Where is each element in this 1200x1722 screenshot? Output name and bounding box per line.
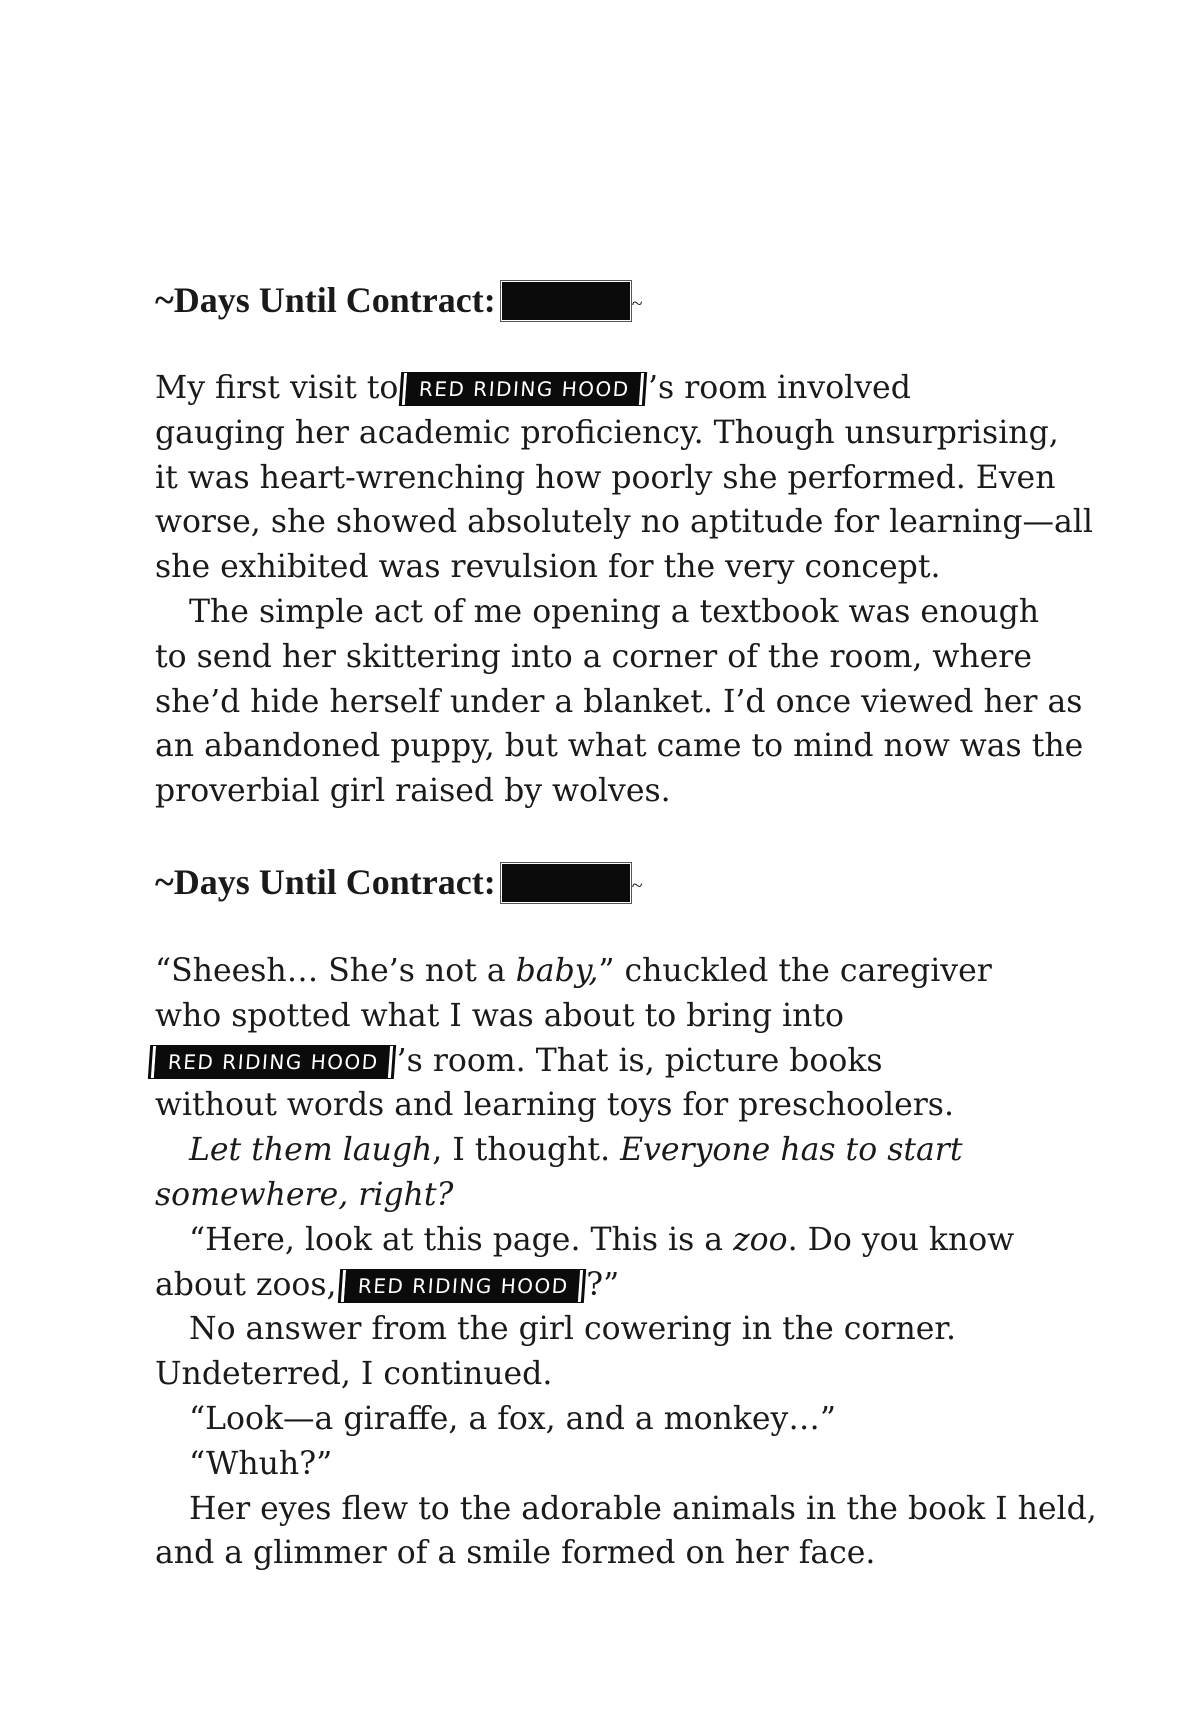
text-line: she’d hide herself under a blanket. I’d once viewed her as [155,683,1083,720]
text-line: without words and learning toys for preschoolers. [155,1087,954,1124]
emphasis-text: somewhere, right? [155,1176,454,1213]
text-line: to send her skittering into a corner of the room, where [155,638,1032,675]
emphasis-text: baby, [515,953,599,989]
redaction-bar [502,864,630,902]
text-span: My first visit to [155,370,399,406]
text-line: Her eyes flew to the adorable animals in the book I held, [189,1490,1097,1527]
text-line: proverbial girl raised by wolves. [155,773,671,810]
text-line: The simple act of me opening a textbook was enough [189,593,1040,630]
text-line: and a glimmer of a smile formed on her face. [155,1535,876,1572]
text-line: it was heart-wrenching how poorly she performed. Even [155,459,1056,496]
text-span: “Here, look at this page. This is a [189,1221,724,1258]
section-heading-2 [155,860,643,908]
text-span: about zoos, [155,1266,337,1303]
redaction-bar [502,282,630,320]
redacted-name-tag: RED RIDING HOOD [343,1269,579,1303]
text-line: No answer from the girl cowering in the corner. [189,1311,956,1348]
text-line [155,1263,1097,1308]
text-line [155,949,1097,994]
text-line: gauging her academic proficiency. Though unsurprising, [155,414,1059,451]
emphasis-text: Let them laugh [189,1132,433,1169]
heading-label: ~Days Until Contract: [155,280,496,320]
emphasis-text: zoo [733,1221,788,1258]
section-heading-1 [155,278,643,326]
text-line: worse, she showed absolutely no aptitude for learning—all [155,504,1093,541]
redacted-name-tag: RED RIDING HOOD [154,1045,390,1079]
text-span: ’s room. That is, picture books [396,1042,883,1079]
text-line: “Whuh?” [189,1445,333,1482]
text-line [155,366,1093,411]
text-span: ?” [586,1266,620,1303]
text-line: an abandoned puppy, but what came to mind now was the [155,728,1084,765]
text-line: Undeterred, I continued. [155,1356,553,1393]
text-line [155,1039,1097,1084]
text-span: , I thought. [432,1132,611,1169]
text-line [155,1218,1097,1263]
text-line [155,1173,1097,1218]
section-1-text [155,366,1093,814]
heading-tilde: ~ [631,875,643,897]
text-span: ’s room involved [648,370,911,406]
text-line: “Look—a giraffe, a fox, and a monkey…” [189,1400,836,1437]
emphasis-text: Everyone has to start [620,1132,963,1169]
text-span: . Do you know [787,1221,1015,1258]
text-line: who spotted what I was about to bring into [155,997,844,1034]
text-span: “Sheesh… She’s not a [155,953,506,989]
redacted-name-tag: RED RIDING HOOD [405,372,641,406]
section-2-text [155,949,1097,1576]
text-span: ” chuckled the caregiver [598,953,992,989]
text-line [155,1128,1097,1173]
heading-label: ~Days Until Contract: [155,862,496,902]
text-line: she exhibited was revulsion for the very concept. [155,549,941,586]
heading-tilde: ~ [631,293,643,315]
